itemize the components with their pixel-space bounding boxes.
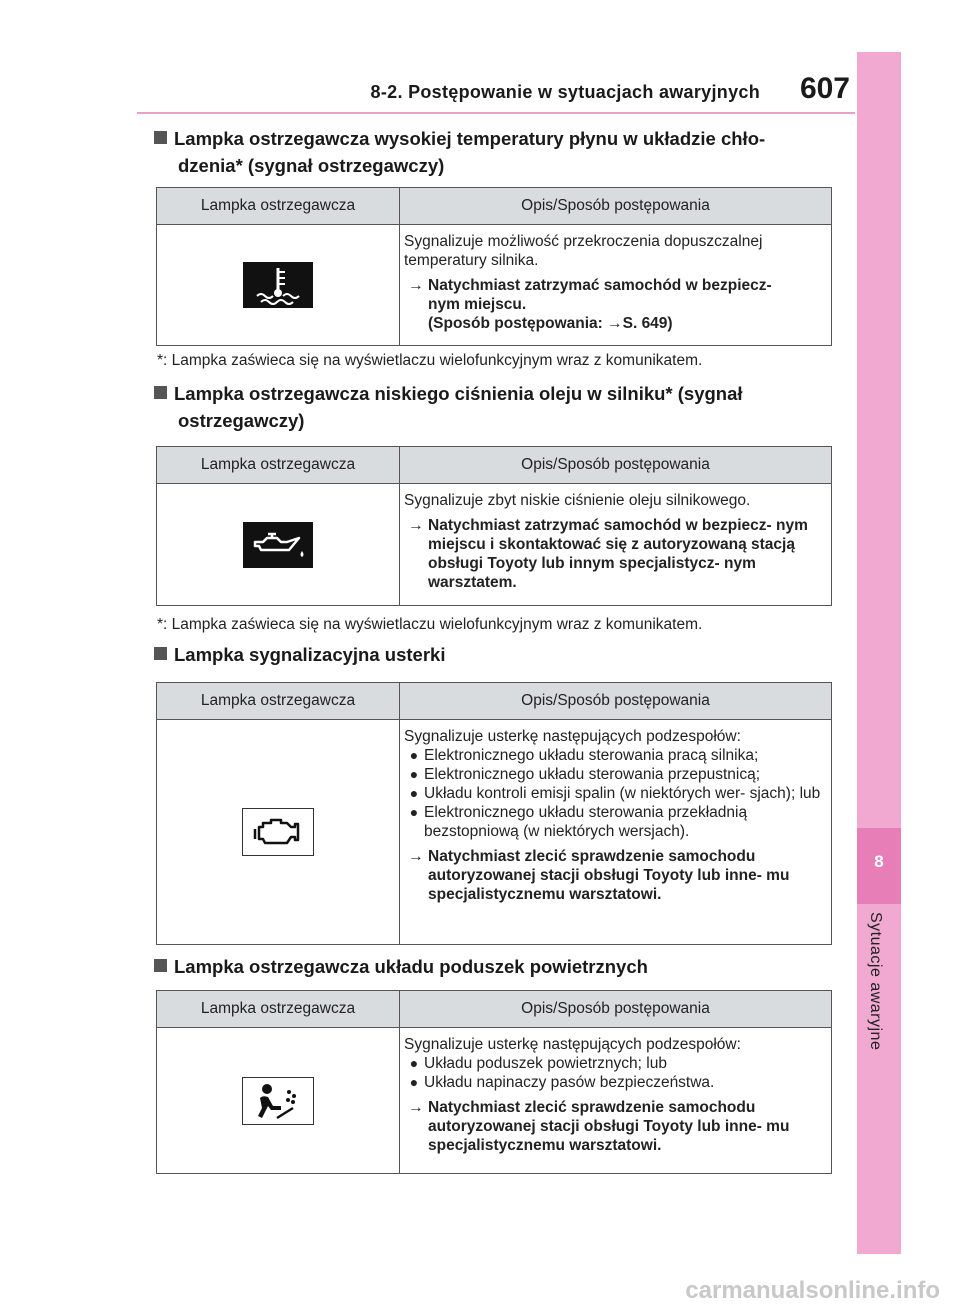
col-header-lamp: Lampka ostrzegawcza — [157, 188, 400, 225]
table-oil — [156, 446, 832, 606]
desc-text: Sygnalizuje usterkę następujących podzespołów: — [404, 1036, 741, 1053]
footnote-oil: *: Lampka zaświeca się na wyświetlaczu wielofunkcyjnym wraz z komunikatem. — [157, 616, 703, 633]
list-item: ● Elektronicznego układu sterowania przekładnią bezstopniową (w niektórych wersjach). — [409, 804, 748, 840]
section-title: 8-2. Postępowanie w sytuacjach awaryjnych — [370, 82, 760, 102]
header-divider — [137, 112, 855, 114]
col-header-lamp: Lampka ostrzegawcza — [157, 447, 400, 484]
col-header-lamp: Lampka ostrzegawcza — [157, 991, 400, 1028]
check-engine-icon — [242, 808, 314, 856]
table-coolant — [156, 187, 832, 346]
chapter-number: 8 — [874, 852, 884, 871]
col-header-lamp: Lampka ostrzegawcza — [157, 683, 400, 720]
action-instruction: → Natychmiast zatrzymać samochód w bezpiecz- nym miejscu. (Sposób postępowania: →S. 649) — [404, 276, 823, 333]
col-header-desc: Opis/Sposób postępowania — [400, 991, 832, 1028]
table-malfunction — [156, 682, 832, 945]
chapter-side-tab — [857, 52, 901, 1254]
heading-coolant: Lampka ostrzegawcza wysokiej temperatury płynu w układzie chło- dzenia* (sygnał ostrzegawczy) — [154, 125, 834, 179]
col-header-desc: Opis/Sposób postępowania — [400, 683, 832, 720]
square-bullet-icon — [154, 959, 167, 972]
page-number: 607 — [799, 72, 850, 105]
col-header-desc: Opis/Sposób postępowania — [400, 188, 832, 225]
page-header — [0, 0, 960, 120]
table-airbag — [156, 990, 832, 1174]
oil-pressure-icon — [243, 522, 313, 568]
list-item: ● Układu poduszek powietrznych; lub — [409, 1055, 667, 1072]
list-item: ● Układu napinaczy pasów bezpieczeństwa. — [409, 1074, 715, 1091]
footnote-coolant: *: Lampka zaświeca się na wyświetlaczu wielofunkcyjnym wraz z komunikatem. — [157, 352, 703, 369]
square-bullet-icon — [154, 386, 167, 399]
action-instruction: → Natychmiast zatrzymać samochód w bezpiecz- nym miejscu i skontaktować się z autoryzowaną stacją obsługi Toyoty lub innym specjalistycz- nym warsztatem. — [404, 516, 823, 592]
heading-airbag: Lampka ostrzegawcza układu poduszek powietrznych — [154, 953, 834, 980]
list-item: ● Elektronicznego układu sterowania przepustnicą; — [409, 766, 761, 783]
desc-text: Sygnalizuje zbyt niskie ciśnienie oleju silnikowego. — [404, 492, 751, 509]
airbag-icon — [242, 1077, 314, 1125]
desc-text: Sygnalizuje usterkę następujących podzespołów: — [404, 728, 741, 745]
arrow-icon: → — [408, 848, 424, 865]
heading-oil: Lampka ostrzegawcza niskiego ciśnienia oleju w silniku* (sygnał ostrzegawczy) — [154, 380, 834, 434]
coolant-temperature-icon — [243, 262, 313, 308]
square-bullet-icon — [154, 131, 167, 144]
arrow-icon: → — [408, 517, 424, 534]
col-header-desc: Opis/Sposób postępowania — [400, 447, 832, 484]
heading-malfunction: Lampka sygnalizacyjna usterki — [154, 641, 834, 668]
arrow-icon: → — [408, 277, 424, 294]
list-item: ● Elektronicznego układu sterowania pracą silnika; — [409, 747, 759, 764]
desc-text: Sygnalizuje możliwość przekroczenia dopuszczalnej temperatury silnika. — [404, 233, 763, 269]
action-instruction: → Natychmiast zlecić sprawdzenie samochodu autoryzowanej stacji obsługi Toyoty lub inne- mu specjalistycznemu warsztatowi. — [404, 1098, 823, 1155]
chapter-title: Sytuacje awaryjne — [867, 912, 884, 1051]
action-instruction: → Natychmiast zlecić sprawdzenie samochodu autoryzowanej stacji obsługi Toyoty lub inne- mu specjalistycznemu warsztatowi. — [404, 847, 823, 904]
square-bullet-icon — [154, 647, 167, 660]
watermark: carmanualsonline.info — [685, 1277, 940, 1304]
list-item: ● Układu kontroli emisji spalin (w niektórych wer- sjach); lub — [409, 785, 821, 802]
arrow-icon: → — [408, 1099, 424, 1116]
